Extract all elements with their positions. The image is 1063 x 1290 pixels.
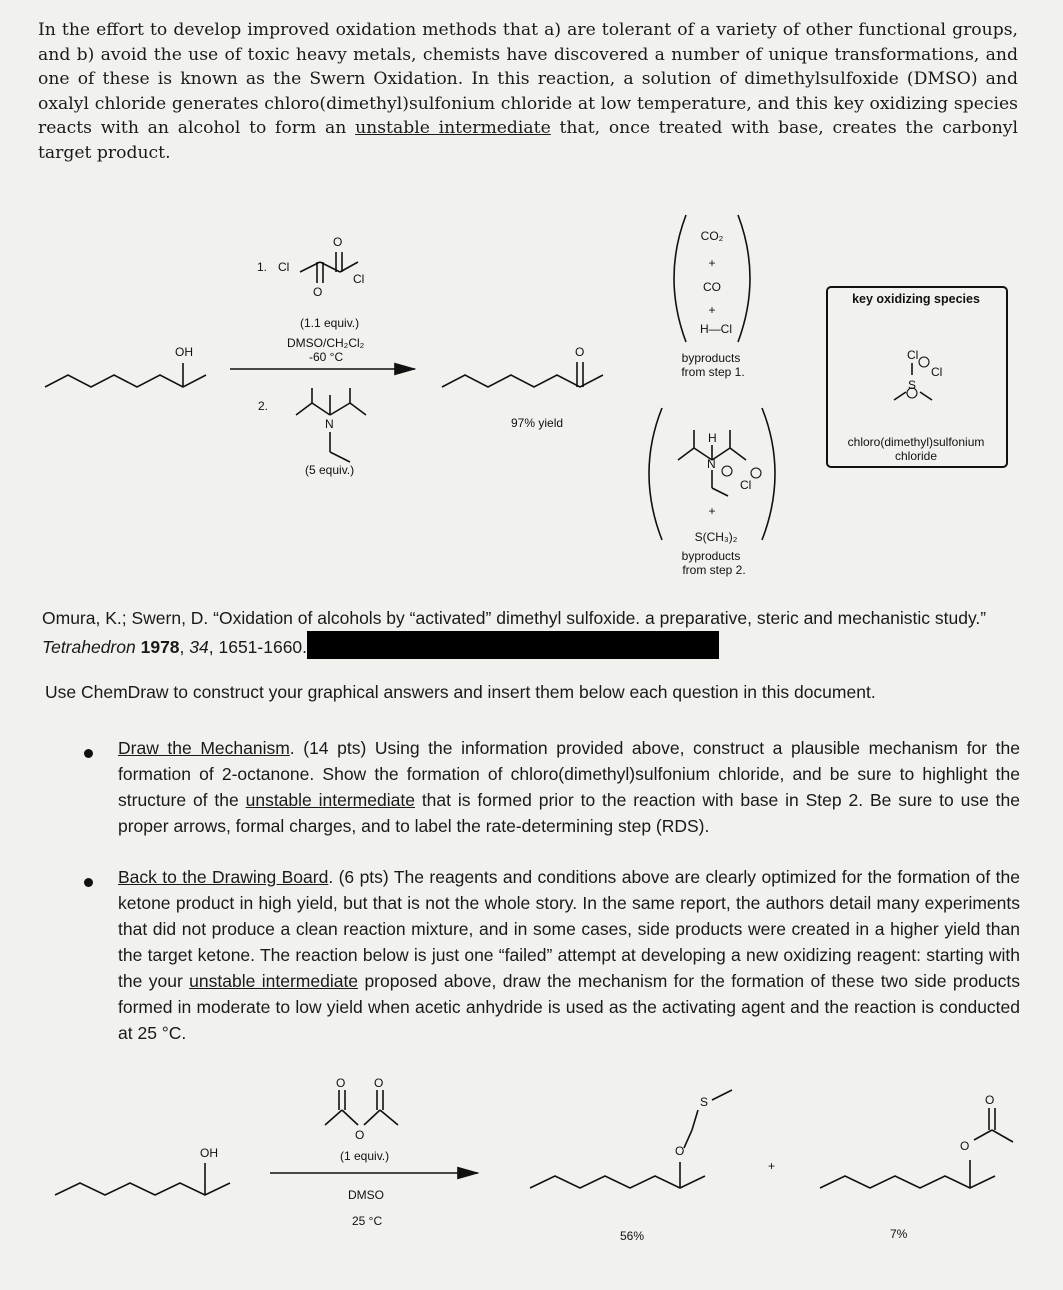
- q2-body-b: proposed above, draw the mechanism for the formation of these two side products formed in moderate to low yield when acetic anhydride is used as the activating agent and the reaction is conducted at 25 °C.: [118, 971, 1021, 1043]
- s1-solvent: DMSO/CH₂Cl₂: [287, 336, 365, 350]
- s1-temp: -60 °C: [309, 350, 344, 364]
- s2-p1-s: S: [700, 1095, 709, 1109]
- s1-bp1-line-5: H—Cl: [700, 322, 732, 336]
- s2-solvent: DMSO: [348, 1188, 384, 1202]
- s1-bp1-line-1: CO₂: [700, 229, 724, 243]
- s2-temp: 25 °C: [352, 1214, 383, 1228]
- citation-pages: , 1651-1660.: [208, 637, 308, 657]
- intro-text-a: In the effort to develop improved oxidation methods that a) are tolerant of a variety of other functional groups, and b) avoid the use of toxic heavy metals, chemists have discovered a number of unique transformations, and one of these is known as the Swern Oxidation. In this reaction, a solution of dimethylsulfoxide (DMSO) and oxalyl chloride generates chloro(dimethyl)sulfonium chloride at low temperature, and this key oxidizing species reacts with an alcohol to form an: [38, 20, 1018, 138]
- q2-unstable-intermediate: unstable intermediate: [189, 971, 359, 991]
- s1-bp2-caption-2: from step 2.: [682, 563, 746, 577]
- key-species-s: S: [908, 378, 917, 392]
- s1-bp1-caption-1: byproducts: [681, 351, 741, 365]
- bullet-q1: [84, 749, 93, 758]
- s2-o1: O: [336, 1076, 346, 1090]
- s2-p1-o: O: [675, 1144, 685, 1158]
- q1-unstable-intermediate: unstable intermediate: [245, 790, 415, 810]
- s2-p2-o2: O: [960, 1139, 970, 1153]
- s1-bp1-line-4: +: [708, 303, 716, 317]
- question-1: [118, 735, 1020, 839]
- instructions: Use ChemDraw to construct your graphical answers and insert them below each question in this document.: [45, 682, 876, 702]
- s1-bp2-s: S(CH₃)₂: [694, 530, 738, 544]
- key-species-cl-anion: Cl: [931, 365, 943, 379]
- citation-year: 1978: [140, 637, 180, 657]
- s1-equiv1: (1.1 equiv.): [300, 316, 360, 330]
- s2-o2: O: [374, 1076, 384, 1090]
- intro-unstable-intermediate: unstable intermediate: [355, 118, 551, 138]
- redaction-bar: [307, 631, 719, 659]
- s1-equiv2: (5 equiv.): [305, 463, 355, 477]
- s1-bp2-h: H: [708, 431, 717, 445]
- s1-bp2-n: N: [707, 457, 716, 471]
- s1-yield: 97% yield: [511, 416, 564, 430]
- q1-title: Draw the Mechanism: [118, 738, 290, 758]
- s2-plus: +: [768, 1159, 776, 1173]
- q2-title: Back to the Drawing Board: [118, 867, 329, 887]
- s1-bp1-line-2: +: [708, 256, 716, 270]
- s1-bp1-line-3: CO: [703, 280, 721, 294]
- octanone-chain: [442, 375, 603, 387]
- s2-p2-o1: O: [985, 1093, 995, 1107]
- q1-body-a: . (14 pts) Using the information provided above, construct a plausible mechanism for the formation of 2-octanone. Show the formation of chloro(dimethyl)sulfonium chloride, and be sure to highlight the structure of the: [118, 738, 1020, 810]
- bullet-q2: [84, 878, 93, 887]
- s1-o-bottom: O: [313, 285, 323, 299]
- citation-sep: ,: [179, 637, 190, 657]
- octanol-chain-2: [55, 1183, 230, 1195]
- s1-o-top: O: [333, 235, 343, 249]
- s1-step1-num: 1.: [257, 260, 268, 274]
- question-2: [118, 864, 1020, 1046]
- s1-amine-n: N: [325, 417, 334, 431]
- key-species-name-2: chloride: [894, 449, 938, 463]
- s1-bp2-cl: Cl: [740, 478, 752, 492]
- s2-p2-yield: 7%: [890, 1227, 908, 1241]
- citation-journal: Tetrahedron: [42, 637, 136, 657]
- s2-o3: O: [355, 1128, 365, 1142]
- citation-authors: Omura, K.; Swern, D. “Oxidation of alcohols by “activated” dimethyl sulfoxide. a preparative, steric and mechanistic study.”: [42, 608, 987, 628]
- q2-body-a: . (6 pts) The reagents and conditions above are clearly optimized for the formation of the ketone product in high yield, but that is not the whole story. In the same report, the authors detail many experiments that did not produce a clean reaction mixture, and in some cases, side products were created in a higher yield than the target ketone. The reaction below is just one “failed” attempt at developing a new oxidizing reagent: starting with the your: [118, 867, 1020, 991]
- s1-bp1-caption-2: from step 1.: [681, 365, 745, 379]
- s1-step2-num: 2.: [258, 399, 269, 413]
- s1-bp2-caption-1: byproducts: [681, 549, 741, 563]
- s1-cl-right: Cl: [353, 272, 365, 286]
- s1-product-o: O: [575, 345, 585, 359]
- s2-p1-yield: 56%: [620, 1229, 645, 1243]
- s2-equiv: (1 equiv.): [340, 1149, 390, 1163]
- q1-body-b: that is formed prior to the reaction with base in Step 2. Be sure to use the proper arrows, formal charges, and to label the rate-determining step (RDS).: [118, 790, 1021, 836]
- citation: [42, 606, 1032, 660]
- s1-reactant-oh: OH: [175, 345, 193, 359]
- key-species-title: key oxidizing species: [852, 292, 980, 306]
- s2-reactant-oh: OH: [200, 1146, 218, 1160]
- intro-text-b: that, once treated with base, creates the carbonyl target product.: [38, 118, 1018, 163]
- key-species-cl: Cl: [907, 348, 919, 362]
- s1-cl-left: Cl: [278, 260, 290, 274]
- s1-bp2-plus: +: [708, 504, 716, 518]
- key-species-name-1: chloro(dimethyl)sulfonium: [847, 435, 985, 449]
- citation-volume: 34: [189, 637, 209, 657]
- octanol-chain: [45, 375, 206, 387]
